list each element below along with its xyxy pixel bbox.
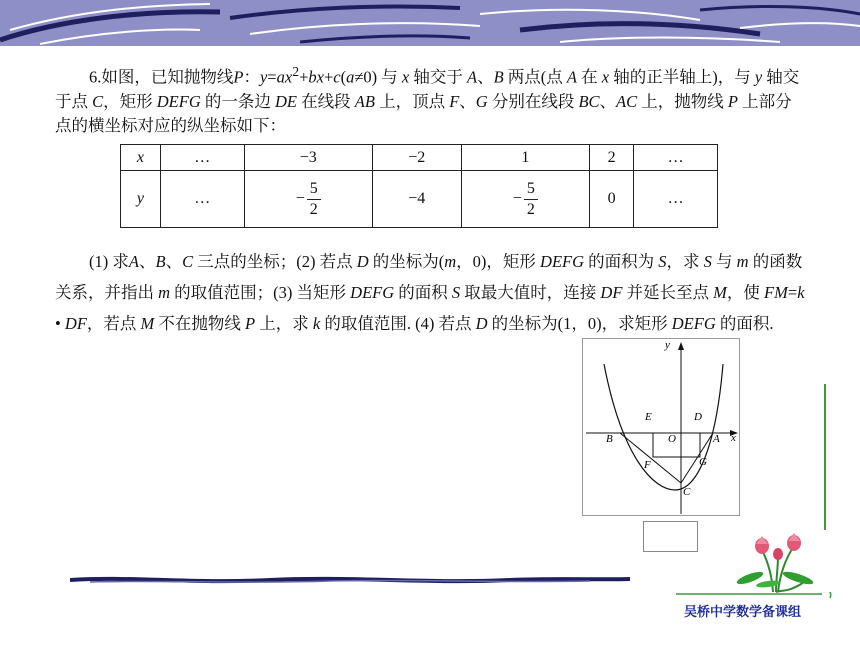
label-F: F [644, 459, 651, 471]
table-cell: 2 [589, 145, 633, 171]
decorative-wave [70, 572, 630, 588]
table-cell: 0 [589, 171, 633, 228]
small-box [643, 521, 698, 552]
table-cell: … [160, 171, 244, 228]
label-A: A [713, 433, 720, 445]
green-divider [824, 384, 826, 530]
parabola-figure [582, 338, 740, 516]
value-table [120, 144, 718, 228]
label-G: G [699, 456, 707, 468]
table-row-x [121, 145, 718, 171]
questions-text: (1) 求A、B、C 三点的坐标；(2) 若点 D 的坐标为(m，0)，矩形 DEFG 的面积为 S，求 S 与 m 的函数关系，并指出 m 的取值范围；(3) 当矩形 DEFG 的面积 S 取最大值时，连接 DF 并延长至点 M，使 FM=k • DF，若点 M 不在抛物线 P 上，求 k 的取值范围. (4) 若点 D 的坐标为(1，0)，求矩形 DEFG 的面积. [55, 252, 805, 333]
label-y: y [665, 339, 670, 351]
label-E: E [645, 411, 652, 423]
table-cell: … [634, 171, 718, 228]
label-C: C [683, 486, 691, 498]
table-cell: −2 [372, 145, 461, 171]
flowers-icon [728, 532, 828, 594]
label-D: D [694, 411, 702, 423]
header-banner [0, 0, 860, 46]
label-O: O [668, 433, 676, 445]
fraction-neg-five-halves: − $\frac{5}{2}$ [513, 179, 538, 220]
table-cell: … [634, 145, 718, 171]
label-x: x [731, 432, 736, 444]
table-cell: 1 [461, 145, 589, 171]
table-header-x: x [121, 145, 161, 171]
fraction-neg-five-halves: − $\frac{5}{2}$ [296, 179, 321, 220]
label-B: B [606, 433, 613, 445]
table-cell: … [160, 145, 244, 171]
table-cell: −3 [244, 145, 372, 171]
problem-statement: 6.如图，已知抛物线P：$y=ax^2+bx+c(a\ne 0)$ 与 x 轴交于 A、B 两点(点 A 在 x 轴的正半轴上)，与 y 轴交于点 C，矩形 DEFG 的一条边 DE 在线段 AB 上，顶点 F、G 分别在线段 BC、AC 上，抛物线 P 上部分点的横坐标对应的纵坐标如下： [55, 64, 800, 135]
table-header-y: y [121, 171, 161, 228]
table-cell [244, 171, 372, 228]
table-cell [461, 171, 589, 228]
table-row-y [121, 171, 718, 228]
footer-label: 吴桥中学数学备课组 [684, 605, 802, 620]
table-cell: −4 [372, 171, 461, 228]
